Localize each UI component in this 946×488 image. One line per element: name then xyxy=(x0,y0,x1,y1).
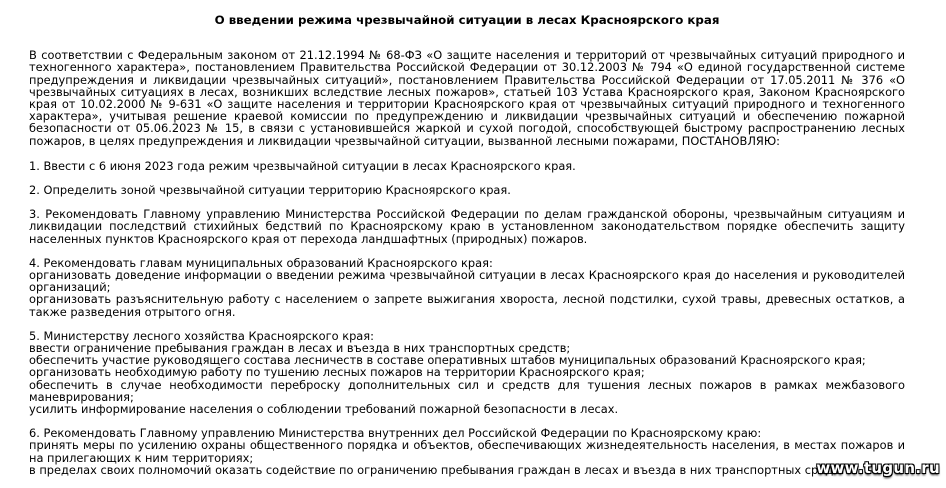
item-6-section xyxy=(29,427,905,476)
item-4-line: организовать доведение информации о введении режима чрезвычайной ситуации в лесах Красноярского края до населения и руководителей организаций; xyxy=(29,268,905,295)
item-6-heading: 6. Рекомендовать Главному управлению Министерства внутренних дел Российской Федерации по Красноярскому краю: xyxy=(29,426,762,441)
item-4-heading: 4. Рекомендовать главам муниципальных образований Красноярского края: xyxy=(29,255,493,270)
item-6-line: в пределах своих полномочий оказать содействие по ограничению пребывания граждан в лесах и въезда в них транспортных средств. xyxy=(29,462,857,477)
item-5-line: организовать необходимую работу по тушению лесных пожаров на территории Красноярского края; xyxy=(29,365,645,380)
document-title: О введении режима чрезвычайной ситуации в лесах Красноярского края xyxy=(214,13,720,27)
item-5-section xyxy=(29,330,905,415)
item-5-line: обеспечить участие руководящего состава лесничеств в составе оперативных штабов муниципальных образований Красноярского края; xyxy=(29,353,866,368)
item-5-heading: 5. Министерству лесного хозяйства Красноярского края: xyxy=(29,328,374,343)
item-1-paragraph: 1. Ввести с 6 июня 2023 года режим чрезвычайной ситуации в лесах Красноярского края. xyxy=(29,158,576,173)
item-4-line: организовать разъяснительную работу с населением о запрете выжигания хвороста, лесной подстилки, сухой травы, древесных остатков, а также разведения отрытого огня. xyxy=(29,292,905,319)
item-6-line: принять меры по усилению охраны общественного порядка и объектов, обеспечивающих жизнедеятельность населения, в местах пожаров и на прилегающих к ним территориях; xyxy=(29,438,905,465)
site-watermark: www.tugun.ru xyxy=(816,459,940,477)
item-2-paragraph: 2. Определить зоной чрезвычайной ситуации территорию Красноярского края. xyxy=(29,183,511,198)
item-4-section xyxy=(29,257,905,318)
item-5-line: обеспечить в случае необходимости переброску дополнительных сил и средств для тушения лесных пожаров в рамках межбазового маневрирования; xyxy=(29,377,905,404)
document xyxy=(29,10,905,488)
preamble-paragraph: В соответствии с Федеральным законом от 21.12.1994 № 68-ФЗ «О защите населения и территорий от чрезвычайных ситуаций природного и техногенного характера», постановлением Правительства Российской Федерации от 30.12.2003 № 794 «О единой государственной системе предупреждения и ликвидации чрезвычайных ситуаций», постановлением Правительства Российской Федерации от 17.05.2011 № 376 «О чрезвычайных ситуациях в лесах, возникших вследствие лесных пожаров», статьей 103 Устава Красноярского края, Законом Красноярского края от 10.02.2000 № 9-631 «О защите населения и территории Красноярского края от чрезвычайных ситуаций природного и техногенного характера», учитывая решение краевой комиссии по предупреждению и ликвидации чрезвычайных ситуаций и обеспечению пожарной безопасности от 05.06.2023 № 15, в связи с установившейся жаркой и сухой погодой, способствующей быстрому распространению лесных пожаров, в целях предупреждения и ликвидации чрезвычайной ситуации, вызванной лесными пожарами, ПОСТАНОВЛЯЮ: xyxy=(29,48,905,148)
item-3-paragraph: 3. Рекомендовать Главному управлению Министерства Российской Федерации по делам гражданской обороны, чрезвычайным ситуациям и ликвидации последствий стихийных бедствий по Красноярскому краю в установленном законодательством порядке обеспечить защиту населенных пунктов Красноярского края от перехода ландшафтных (природных) пожаров. xyxy=(29,207,905,246)
item-5-line: усилить информирование населения о соблюдении требований пожарной безопасности в лесах. xyxy=(29,402,619,417)
item-5-line: ввести ограничение пребывания граждан в лесах и въезда в них транспортных средств; xyxy=(29,341,571,356)
